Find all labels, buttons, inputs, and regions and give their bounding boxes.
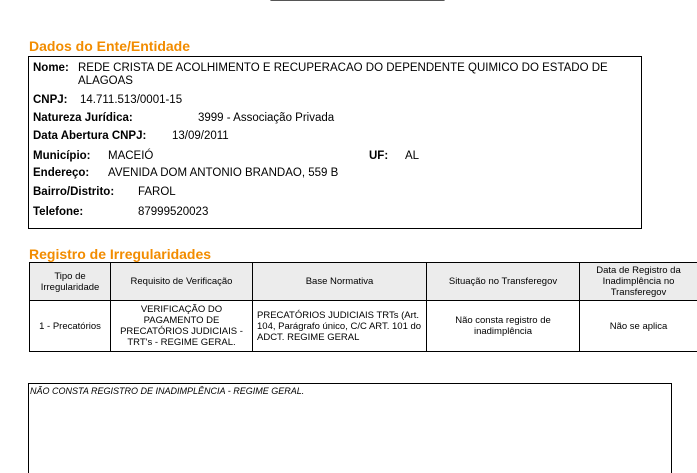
nome-row (33, 62, 69, 75)
table-header-row (30, 263, 697, 301)
col-header-data: Data de Registro da Inadimplência no Transferegov (580, 263, 697, 301)
nome-value-line2: ALAGOAS (78, 75, 133, 88)
nome-value-line1: REDE CRISTA DE ACOLHIMENTO E RECUPERACAO DO DEPENDENTE QUIMICO DO ESTADO DE (78, 62, 608, 75)
telefone-label: Telefone: (33, 206, 83, 219)
telefone-value: 87999520023 (138, 206, 208, 219)
nome-label: Nome: (33, 62, 69, 74)
uf-label: UF: (369, 150, 388, 163)
cell-tipo: 1 - Precatórios (30, 301, 111, 352)
table-row (30, 301, 697, 352)
natureza-label: Natureza Jurídica: (33, 112, 133, 125)
irregularidades-table (29, 262, 697, 352)
entity-section-title: Dados do Ente/Entidade (29, 38, 190, 54)
uf-value: AL (405, 150, 419, 163)
notes-box (28, 383, 672, 473)
municipio-value: MACEIÓ (108, 150, 153, 163)
cnpj-value: 14.711.513/0001-15 (80, 94, 182, 107)
municipio-label: Município: (33, 150, 91, 163)
col-header-situacao: Situação no Transferegov (427, 263, 580, 301)
irregularidades-section-title: Registro de Irregularidades (29, 246, 211, 262)
abertura-value: 13/09/2011 (172, 130, 229, 143)
cell-base: PRECATÓRIOS JUDICIAIS TRTs (Art. 104, Parágrafo único, C/C ART. 101 do ADCT. REGIME GERAL (253, 301, 427, 352)
col-header-base: Base Normativa (253, 263, 427, 301)
bairro-value: FAROL (138, 186, 176, 199)
bairro-label: Bairro/Distrito: (33, 186, 114, 199)
col-header-requisito: Requisito de Verificação (111, 263, 253, 301)
col-header-tipo: Tipo de Irregularidade (30, 263, 111, 301)
abertura-label: Data Abertura CNPJ: (33, 130, 146, 143)
endereco-value: AVENIDA DOM ANTONIO BRANDAO, 559 B (108, 167, 338, 180)
natureza-value: 3999 - Associação Privada (198, 112, 334, 125)
cut-off-header-text (270, 0, 445, 3)
notes-text: NÃO CONSTA REGISTRO DE INADIMPLÊNCIA - REGIME GERAL. (30, 386, 304, 396)
endereco-label: Endereço: (33, 167, 89, 180)
cell-data: Não se aplica (580, 301, 697, 352)
cell-situacao: Não consta registro de inadimplência (427, 301, 580, 352)
cell-requisito: VERIFICAÇÃO DO PAGAMENTO DE PRECATÓRIOS JUDICIAIS - TRT's - REGIME GERAL. (111, 301, 253, 352)
cnpj-label: CNPJ: (33, 94, 68, 107)
